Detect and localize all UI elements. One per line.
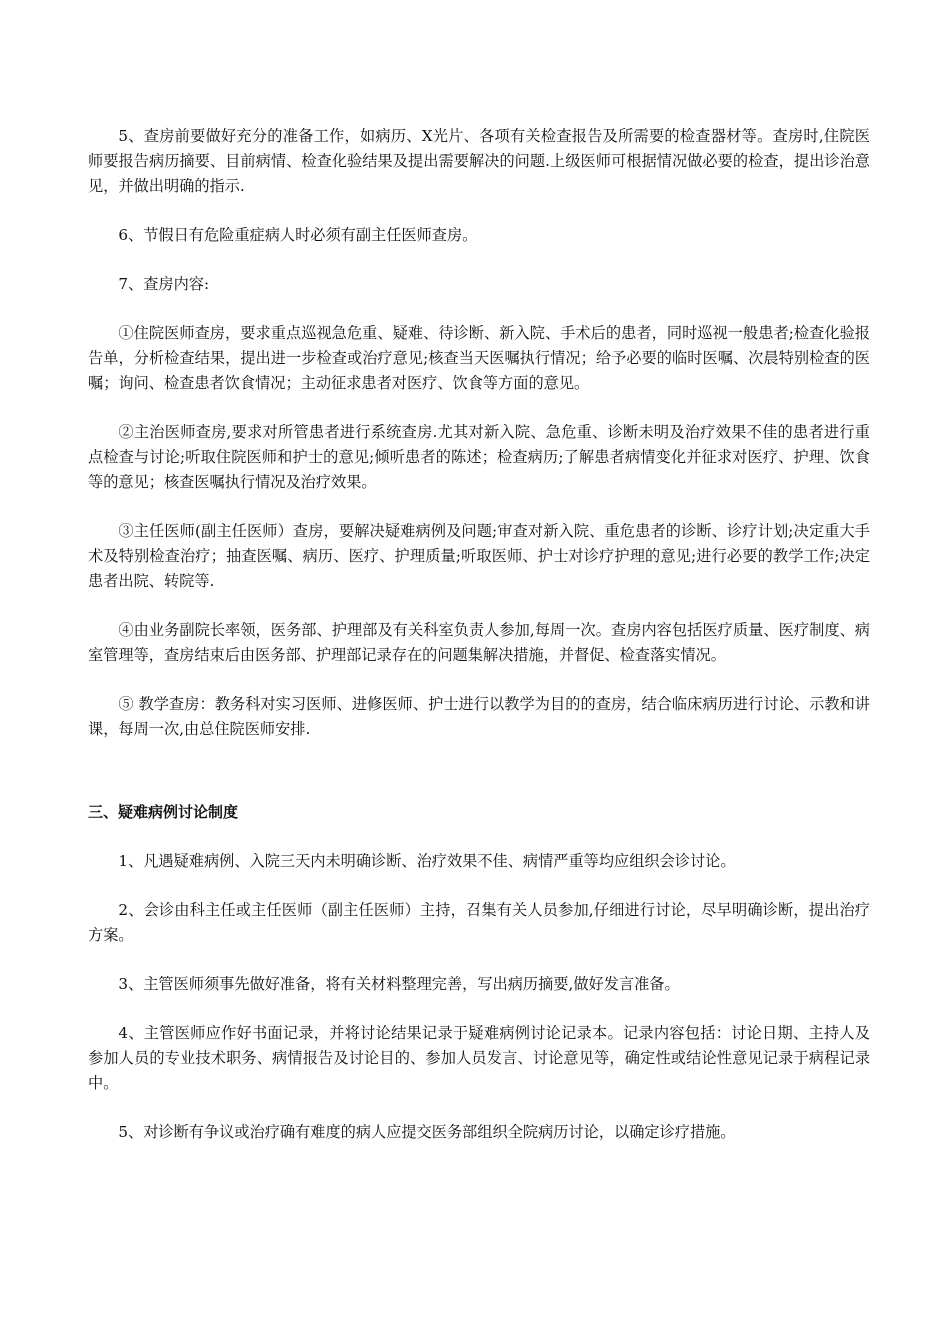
document-body (88, 124, 870, 1169)
rounds-vice-president: ④由业务副院长率领，医务部、护理部及有关科室负责人参加,每周一次。查房内容包括医疗质量、医疗制度、病室管理等，查房结束后由医务部、护理部记录存在的问题集解决措施，并督促、检查落实情况。 (88, 621, 870, 664)
section-heading: 三、疑难病例讨论制度 (88, 803, 239, 821)
discussion-item-5: 5、对诊断有争议或治疗确有难度的病人应提交医务部组织全院病历讨论，以确定诊疗措施。 (118, 1123, 736, 1141)
rounds-item-7: 7、查房内容: (118, 275, 210, 293)
rounds-resident: ①住院医师查房，要求重点巡视急危重、疑难、待诊断、新入院、手术后的患者，同时巡视一般患者;检查化验报告单，分析检查结果，提出进一步检查或治疗意见;核查当天医嘱执行情况；给予必要的临时医嘱、次晨特别检查的医嘱；询问、检查患者饮食情况；主动征求患者对医疗、饮食等方面的意见。 (88, 324, 870, 392)
section-gap (88, 766, 870, 800)
rounds-item-5: 5、查房前要做好充分的准备工作，如病历、X光片、各项有关检查报告及所需要的检查器材等。查房时,住院医师要报告病历摘要、目前病情、检查化验结果及提出需要解决的问题.上级医师可根据情况做必要的检查，提出诊治意见，并做出明确的指示. (88, 127, 870, 195)
discussion-item-2: 2、会诊由科主任或主任医师（副主任医师）主持，召集有关人员参加,仔细进行讨论，尽早明确诊断，提出治疗方案。 (88, 901, 870, 944)
rounds-attending: ②主治医师查房,要求对所管患者进行系统查房.尤其对新入院、急危重、诊断未明及治疗效果不佳的患者进行重点检查与讨论;听取住院医师和护士的意见;倾听患者的陈述；检查病历;了解患者病情变化并征求对医疗、护理、饮食等的意见；核查医嘱执行情况及治疗效果。 (88, 423, 870, 491)
discussion-item-3: 3、主管医师须事先做好准备，将有关材料整理完善，写出病历摘要,做好发言准备。 (118, 975, 680, 993)
discussion-item-1: 1、凡遇疑难病例、入院三天内未明确诊断、治疗效果不佳、病情严重等均应组织会诊讨论。 (118, 852, 736, 870)
rounds-teaching: ⑤ 教学查房：教务科对实习医师、进修医师、护士进行以教学为目的的查房，结合临床病历进行讨论、示教和讲课，每周一次,由总住院医师安排. (88, 695, 870, 738)
rounds-item-6: 6、节假日有危险重症病人时必须有副主任医师查房。 (118, 226, 478, 244)
discussion-item-4: 4、主管医师应作好书面记录，并将讨论结果记录于疑难病例讨论记录本。记录内容包括：讨论日期、主持人及参加人员的专业技术职务、病情报告及讨论目的、参加人员发言、讨论意见等，确定性或结论性意见记录于病程记录中。 (88, 1024, 870, 1092)
rounds-chief: ③主任医师(副主任医师）查房，要解决疑难病例及问题;审查对新入院、重危患者的诊断、诊疗计划;决定重大手术及特别检查治疗；抽查医嘱、病历、医疗、护理质量;听取医师、护士对诊疗护理的意见;进行必要的教学工作;决定患者出院、转院等. (88, 522, 870, 590)
